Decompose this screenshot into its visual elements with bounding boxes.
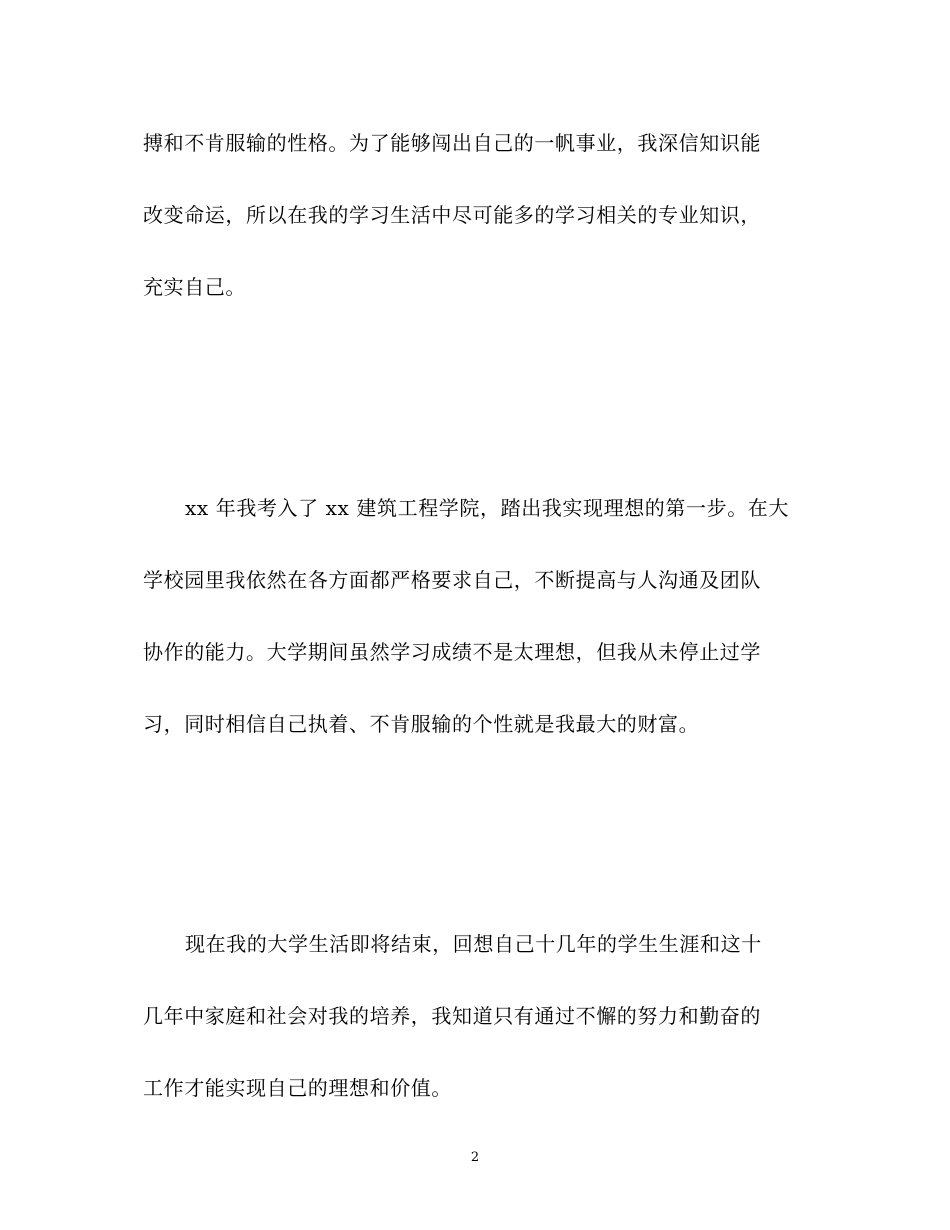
page-number: 2 xyxy=(470,1150,480,1165)
paragraph-1-line-3: 充实自己。 xyxy=(143,275,246,299)
paragraph-1-line-2: 改变命运，所以在我的学习生活中尽可能多的学习相关的专业知识， xyxy=(143,203,761,227)
paragraph-1-line-1: 搏和不肯服输的性格。为了能够闯出自己的一帆事业，我深信知识能 xyxy=(143,131,761,155)
paragraph-3-line-3: 工作才能实现自己的理想和价值。 xyxy=(143,1076,452,1100)
paragraph-2-line-4: 习，同时相信自己执着、不肯服输的个性就是我最大的财富。 xyxy=(143,712,700,736)
paragraph-2-line-1: xx 年我考入了 xx 建筑工程学院，踏出我实现理想的第一步。在大 xyxy=(185,496,789,520)
paragraph-2-line-2: 学校园里我依然在各方面都严格要求自己，不断提高与人沟通及团队 xyxy=(143,568,761,592)
paragraph-3-line-2: 几年中家庭和社会对我的培养，我知道只有通过不懈的努力和勤奋的 xyxy=(143,1004,761,1028)
paragraph-2-line-3: 协作的能力。大学期间虽然学习成绩不是太理想，但我从未停止过学 xyxy=(143,640,761,664)
paragraph-3-line-1: 现在我的大学生活即将结束，回想自己十几年的学生生涯和这十 xyxy=(185,932,762,956)
